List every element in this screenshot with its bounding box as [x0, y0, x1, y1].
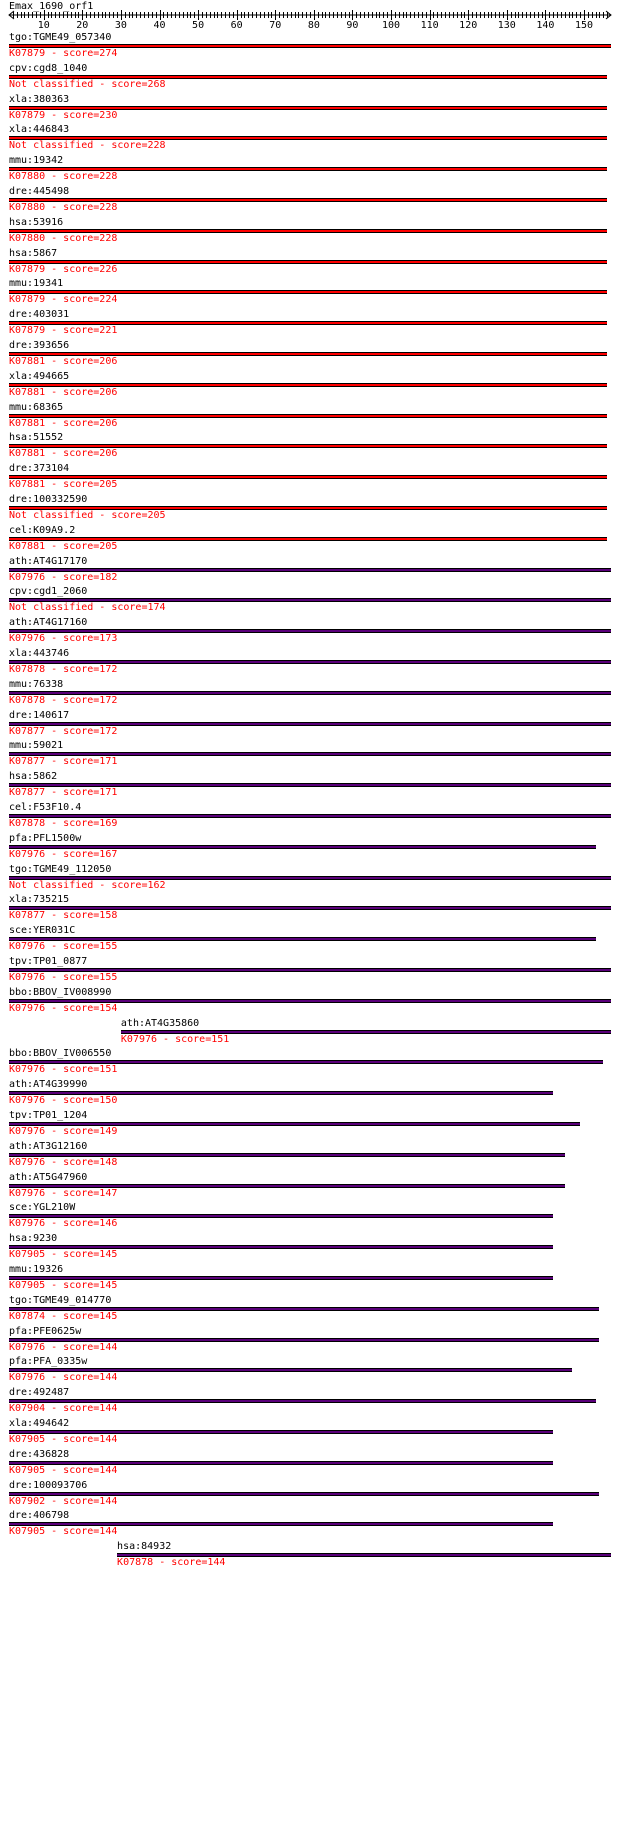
hit-bar-fill [9, 1246, 553, 1248]
hit-bar-fill [9, 661, 611, 663]
hit-name[interactable]: xla:446843 [9, 124, 70, 136]
hit-name[interactable]: hsa:5867 [9, 247, 58, 259]
ruler-tick-label: 110 [420, 20, 439, 31]
hit-name[interactable]: hsa:5862 [9, 771, 58, 783]
hit-description[interactable]: K07879 - score=224 [9, 294, 118, 306]
hit-description[interactable]: K07881 - score=206 [9, 417, 118, 429]
hit-description[interactable]: K07878 - score=172 [9, 664, 118, 675]
hit-bar-fill [9, 1123, 580, 1125]
hit-description[interactable]: K07976 - score=182 [9, 571, 118, 583]
hit-bar-fill [9, 415, 607, 417]
ruler-tick-label: 70 [269, 20, 282, 31]
hit-name[interactable]: ath:AT3G12160 [9, 1140, 88, 1152]
hit-description[interactable]: K07976 - score=167 [9, 848, 118, 860]
hit-bar-fill [9, 1215, 553, 1217]
hit-name[interactable]: sce:YGL210W [9, 1202, 76, 1214]
hit-bar-fill [9, 1462, 553, 1464]
hit-description[interactable]: Not classified - score=174 [9, 602, 166, 614]
ruler-tick-label: 140 [536, 20, 555, 31]
query-title: Emax_1690_orf1 [9, 1, 94, 12]
hit-bar-fill [9, 45, 611, 47]
hit-bar-fill [9, 938, 596, 940]
hit-description[interactable]: K07905 - score=144 [9, 1464, 118, 1476]
hit-bar-fill [9, 538, 607, 540]
hit-description[interactable]: K07878 - score=169 [9, 818, 118, 829]
hit-name[interactable]: xla:735215 [9, 894, 70, 906]
hit-bar-fill [9, 1339, 599, 1341]
hit-name[interactable]: ath:AT4G17160 [9, 617, 88, 629]
hit-bar-fill [9, 76, 607, 78]
hit-bar-fill [9, 1431, 553, 1433]
hit-description[interactable]: K07976 - score=154 [9, 1002, 118, 1014]
hit-bar-fill [9, 1061, 603, 1063]
hit-description[interactable]: K07976 - score=144 [9, 1341, 118, 1353]
ruler-tick-label: 60 [230, 20, 243, 31]
ruler-tick-label: 20 [76, 20, 89, 31]
hit-bar-fill [9, 1154, 565, 1156]
hit-name[interactable]: xla:494642 [9, 1418, 70, 1429]
hit-name[interactable]: cel:F53F10.4 [9, 802, 82, 813]
hit-name[interactable]: bbo:BBOV_IV008990 [9, 986, 112, 998]
hit-bar-fill [9, 322, 607, 324]
hit-name[interactable]: ath:AT4G35860 [120, 1017, 200, 1029]
hit-bar-fill [121, 1031, 611, 1033]
hit-bar-fill [9, 291, 607, 293]
hit-description[interactable]: K07881 - score=206 [9, 356, 118, 367]
hit-name[interactable]: pfa:PFA_0335w [9, 1356, 88, 1368]
hit-bar-fill [9, 445, 607, 447]
hit-name[interactable]: dre:403031 [9, 309, 70, 321]
hit-description[interactable]: K07976 - score=150 [9, 1095, 118, 1107]
ruler-tick-label: 10 [37, 20, 50, 31]
hit-name[interactable]: dre:373104 [9, 463, 70, 475]
hit-description[interactable]: K07874 - score=145 [9, 1310, 118, 1322]
hit-bar-fill [9, 877, 611, 879]
hit-description[interactable]: K07976 - score=147 [9, 1187, 118, 1199]
hit-name[interactable]: tgo:TGME49_014770 [9, 1294, 112, 1306]
hit-name[interactable]: mmu:19326 [9, 1264, 64, 1275]
hit-bar-fill [9, 137, 607, 139]
ruler-tick-label: 40 [153, 20, 166, 31]
hit-bar-fill [9, 784, 611, 786]
hit-description[interactable]: K07902 - score=144 [9, 1495, 118, 1507]
hit-description[interactable]: K07880 - score=228 [9, 232, 118, 244]
hit-name[interactable]: pfa:PFE0625w [9, 1325, 82, 1337]
hit-bar-fill [9, 969, 611, 971]
hit-name[interactable]: cel:K09A9.2 [9, 524, 76, 536]
ruler-tick-label: 30 [114, 20, 127, 31]
hit-bar-fill [9, 1308, 599, 1310]
hit-name[interactable]: xla:380363 [9, 93, 70, 105]
hit-description[interactable]: K07976 - score=151 [9, 1064, 118, 1076]
hit-bar-fill [9, 1400, 596, 1402]
hit-description[interactable]: Not classified - score=228 [9, 140, 166, 152]
hit-description[interactable]: K07881 - score=206 [9, 448, 118, 460]
hit-description[interactable]: K07877 - score=172 [9, 725, 118, 737]
hit-name[interactable]: dre:445498 [9, 186, 70, 197]
hit-name[interactable]: xla:494665 [9, 370, 70, 382]
hit-name[interactable]: dre:393656 [9, 340, 70, 351]
hit-description[interactable]: K07976 - score=148 [9, 1156, 118, 1168]
hit-description[interactable]: K07905 - score=145 [9, 1280, 118, 1291]
hit-name[interactable]: pfa:PFL1500w [9, 832, 82, 844]
hit-name[interactable]: dre:140617 [9, 709, 70, 721]
hit-bar-fill [9, 846, 596, 848]
hit-name[interactable]: mmu:19342 [9, 155, 64, 167]
hit-name[interactable]: tpv:TP01_0877 [9, 956, 88, 967]
hit-description[interactable]: K07905 - score=144 [9, 1526, 118, 1538]
hit-bar-fill [9, 168, 607, 170]
hit-bar-fill [9, 907, 611, 909]
hit-description[interactable]: K07881 - score=205 [9, 479, 118, 491]
hit-name[interactable]: dre:436828 [9, 1448, 70, 1460]
ruler-tick-label: 150 [574, 20, 594, 31]
hit-name[interactable]: dre:100093706 [9, 1479, 88, 1491]
hit-bar-fill [9, 476, 607, 478]
hit-description[interactable]: K07976 - score=173 [9, 633, 118, 645]
hit-description[interactable]: K07881 - score=206 [9, 386, 118, 398]
hit-description[interactable]: K07904 - score=144 [9, 1403, 118, 1415]
hit-description[interactable]: K07976 - score=146 [9, 1218, 118, 1230]
hit-description[interactable]: K07879 - score=221 [9, 325, 118, 337]
hit-description[interactable]: K07877 - score=158 [9, 910, 118, 922]
hit-description[interactable]: K07879 - score=274 [9, 48, 118, 59]
hit-name[interactable]: mmu:59021 [9, 740, 64, 752]
hit-name[interactable]: mmu:19341 [9, 278, 64, 290]
hit-name[interactable]: dre:406798 [9, 1510, 70, 1522]
hit-name[interactable]: sce:YER031C [9, 925, 76, 937]
hit-description[interactable]: K07880 - score=228 [9, 171, 118, 183]
hit-bar-fill [9, 815, 611, 817]
hit-name[interactable]: mmu:76338 [9, 678, 64, 690]
hit-name[interactable]: ath:AT5G47960 [9, 1171, 88, 1183]
hit-name[interactable]: hsa:84932 [117, 1541, 172, 1553]
hit-description[interactable]: K07976 - score=144 [9, 1372, 118, 1384]
hit-bar-fill [9, 692, 611, 694]
ruler-tick-label: 120 [459, 20, 478, 31]
hit-description[interactable]: K07881 - score=205 [9, 540, 118, 552]
ruler-tick-label: 80 [307, 20, 320, 31]
hit-name[interactable]: ath:AT4G39990 [9, 1079, 88, 1091]
hit-description[interactable]: K07877 - score=171 [9, 756, 118, 768]
ruler-tick-label: 100 [382, 20, 401, 31]
hit-name[interactable]: hsa:53916 [9, 216, 64, 228]
hit-description[interactable]: K07879 - score=226 [9, 263, 118, 275]
hit-bar-fill [9, 1493, 599, 1495]
hit-bar-fill [9, 384, 607, 386]
hit-name[interactable]: cpv:cgd1_2060 [9, 586, 88, 598]
ruler-tick-label: 90 [346, 20, 359, 31]
hit-bar-fill [9, 599, 611, 601]
hit-bar-fill [9, 1185, 565, 1187]
hit-description[interactable]: K07905 - score=145 [9, 1249, 118, 1261]
hit-description[interactable]: K07878 - score=144 [117, 1557, 226, 1569]
hit-bar-fill [9, 569, 611, 571]
hit-bar-fill [9, 261, 607, 263]
hit-bar-fill [9, 723, 611, 725]
hit-bar-fill [9, 1369, 572, 1371]
hit-bar-fill [117, 1554, 611, 1556]
hit-bar-fill [9, 107, 607, 109]
hit-bar-fill [9, 353, 607, 355]
hit-bar-fill [9, 753, 611, 755]
hit-name[interactable]: hsa:9230 [9, 1233, 58, 1245]
hit-bar-fill [9, 507, 607, 509]
hit-name[interactable]: xla:443746 [9, 648, 70, 659]
hit-name[interactable]: mmu:68365 [9, 401, 64, 413]
ruler-tick-label: 130 [497, 20, 516, 31]
hit-name[interactable]: cpv:cgd8_1040 [9, 62, 88, 74]
hit-name[interactable]: dre:100332590 [9, 494, 88, 505]
hit-name[interactable]: tgo:TGME49_112050 [9, 863, 112, 875]
hit-description[interactable]: K07879 - score=230 [9, 109, 118, 121]
hit-name[interactable]: ath:AT4G17170 [9, 555, 88, 567]
hit-description[interactable]: K07880 - score=228 [9, 202, 118, 213]
hit-description[interactable]: K07905 - score=144 [9, 1434, 118, 1445]
hit-bar-fill [9, 199, 607, 201]
hit-description[interactable]: K07976 - score=151 [120, 1033, 230, 1045]
hit-description[interactable]: K07976 - score=149 [9, 1126, 118, 1137]
hit-bar-fill [9, 1277, 553, 1279]
hit-description[interactable]: K07976 - score=155 [9, 972, 118, 983]
hit-name[interactable]: bbo:BBOV_IV006550 [9, 1048, 112, 1060]
hit-description[interactable]: K07878 - score=172 [9, 694, 118, 706]
hit-bar-fill [9, 1092, 553, 1094]
hit-bar-fill [9, 630, 611, 632]
hit-bar-fill [9, 1000, 611, 1002]
hit-name[interactable]: tpv:TP01_1204 [9, 1110, 88, 1121]
hit-description[interactable]: Not classified - score=268 [9, 78, 166, 90]
hit-description[interactable]: K07877 - score=171 [9, 787, 118, 799]
hit-name[interactable]: tgo:TGME49_057340 [9, 32, 112, 43]
hit-name[interactable]: dre:492487 [9, 1387, 70, 1399]
hit-bar-fill [9, 230, 607, 232]
hit-name[interactable]: hsa:51552 [9, 432, 64, 444]
hit-description[interactable]: K07976 - score=155 [9, 941, 118, 953]
ruler-tick-label: 50 [192, 20, 205, 31]
hit-description[interactable]: Not classified - score=162 [9, 879, 166, 891]
hit-description[interactable]: Not classified - score=205 [9, 510, 166, 521]
hit-bar-fill [9, 1523, 553, 1525]
